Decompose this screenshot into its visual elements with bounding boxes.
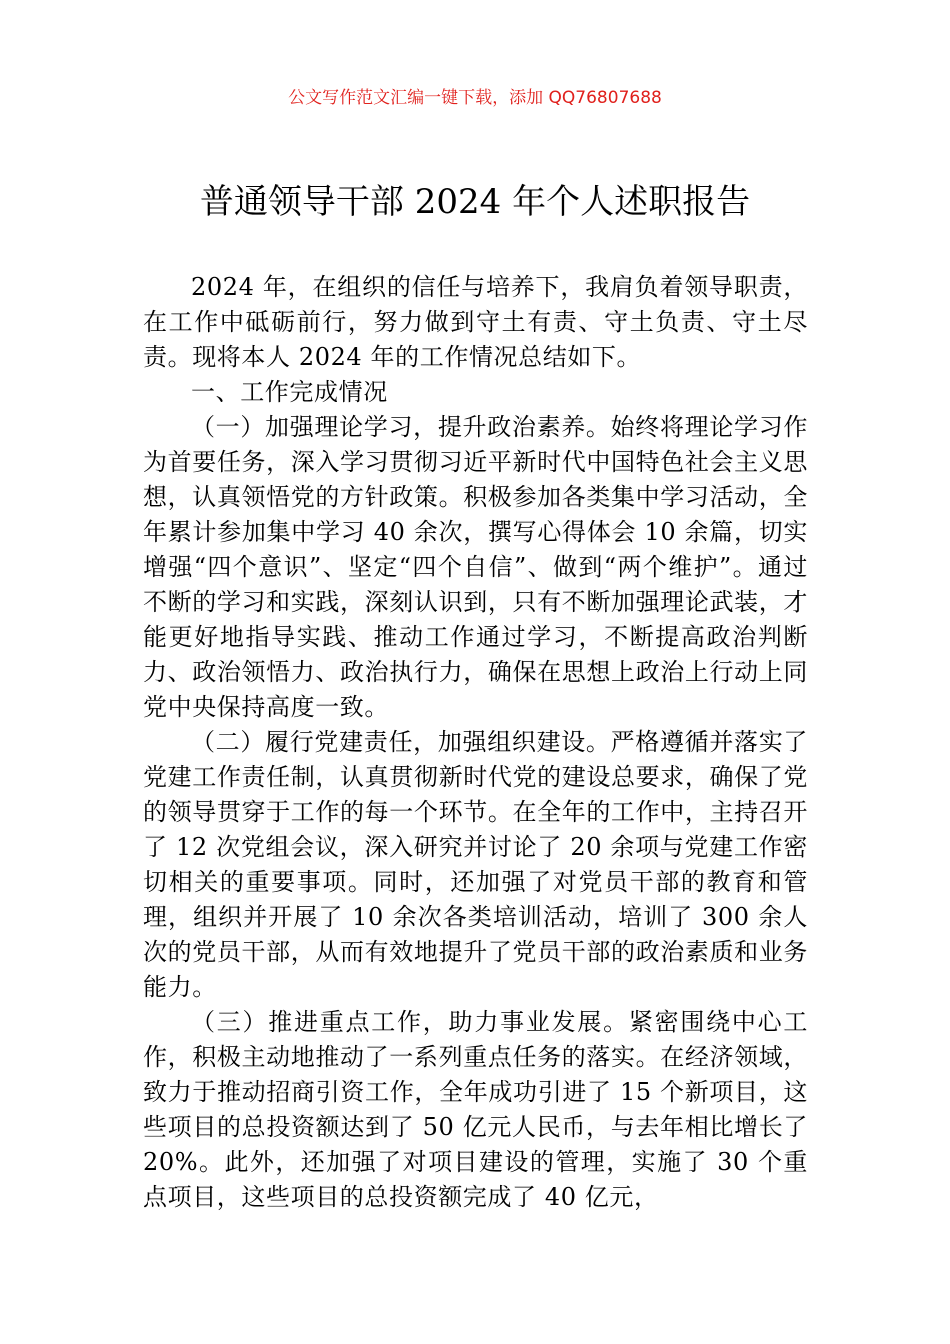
section-heading: 一、工作完成情况: [191, 378, 388, 406]
paragraph-theory-study: （一）加强理论学习，提升政治素养。始终将理论学习作为首要任务，深入学习贯彻习近平新时代中国特色社会主义思想，认真领悟党的方针政策。积极参加各类集中学习活动，全年累计参加集中学习 40 余次，撰写心得体会 10 余篇，切实增强“四个意识”、坚定“四个自信”、做到“两个维护”。通过不断的学习和实践，深刻认识到，只有不断加强理论武装，才能更好地指导实践、推动工作通过学习，不断提高政治判断力、政治领悟力、政治执行力，确保在思想上政治上行动上同党中央保持高度一致。: [143, 413, 808, 721]
document-body: [143, 270, 808, 1215]
document-title: 普通领导干部 2024 年个人述职报告: [199, 182, 751, 222]
paragraph-party-building: （二）履行党建责任，加强组织建设。严格遵循并落实了党建工作责任制，认真贯彻新时代党的建设总要求，确保了党的领导贯穿于工作的每一个环节。在全年的工作中，主持召开了 12 次党组会议，深入研究并讨论了 20 余项与党建工作密切相关的重要事项。同时，还加强了对党员干部的教育和管理，组织并开展了 10 余次各类培训活动，培训了 300 余人次的党员干部，从而有效地提升了党员干部的政治素质和业务能力。: [143, 728, 808, 1001]
download-banner: 公文写作范文汇编一键下载，添加 QQ76807688: [288, 88, 662, 108]
intro-paragraph: 2024 年，在组织的信任与培养下，我肩负着领导职责，在工作中砥砺前行，努力做到守土有责、守土负责、守土尽责。现将本人 2024 年的工作情况总结如下。: [143, 273, 808, 371]
paragraph-key-work: （三）推进重点工作，助力事业发展。紧密围绕中心工作，积极主动地推动了一系列重点任务的落实。在经济领域，致力于推动招商引资工作，全年成功引进了 15 个新项目，这些项目的总投资额达到了 50 亿元人民币，与去年相比增长了 20%。此外，还加强了对项目建设的管理，实施了 30 个重点项目，这些项目的总投资额完成了 40 亿元，: [143, 1008, 808, 1211]
